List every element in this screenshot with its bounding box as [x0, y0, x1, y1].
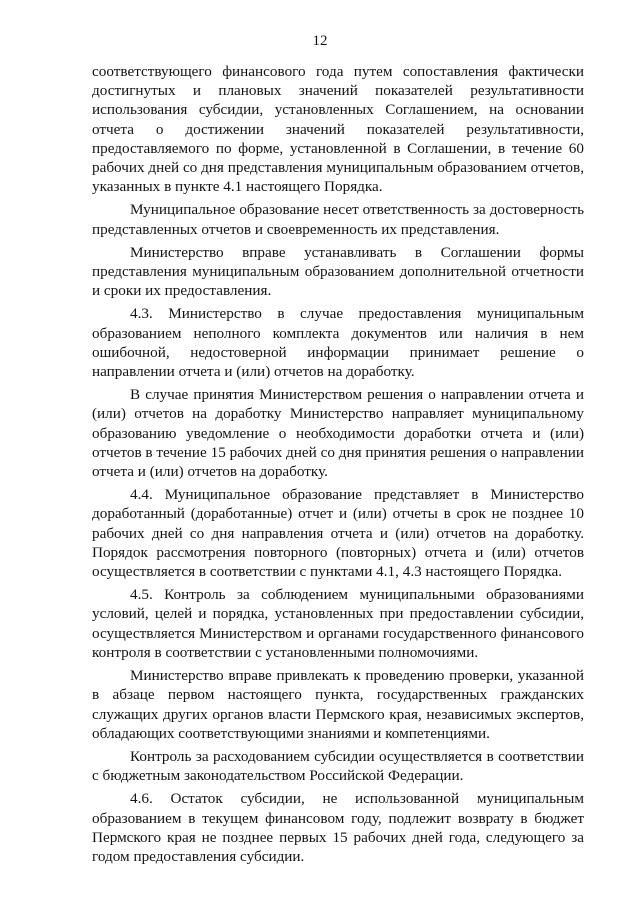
- paragraph-continuation: соответствующего финансового года путем сопоставления фактически достигнутых и плановых значений показателей результативности использования субсидии, установленных Соглашением, на основании отчета о достижении значений показателей результативности, предоставляемого по форме, установленной в Соглашении, в течение 60 рабочих дней со дня представления муниципальным образованием отчетов, указанных в пункте 4.1 настоящего Порядка.: [92, 63, 584, 196]
- document-body: [92, 62, 584, 870]
- paragraph-revision-notice: В случае принятия Министерством решения о направлении отчета и (или) отчетов на доработку Министерство направляет муниципальному образованию уведомление о необходимости доработки отчета и (или) отчетов в течение 15 рабочих дней со дня принятия решения о направлении отчета и (или) отчетов на доработку.: [92, 386, 584, 481]
- paragraph-4-6: 4.6. Остаток субсидии, не использованной муниципальным образованием в текущем финансовом году, подлежит возврату в бюджет Пермского края не позднее первых 15 рабочих дней года, следующего за годом предоставления субсидии.: [92, 790, 584, 865]
- paragraph-inspection: Министерство вправе привлекать к проведению проверки, указанной в абзаце первом настоящего пункта, государственных гражданских служащих других органов власти Пермского края, независимых экспертов, обладающих соответствующими знаниями и компетенциями.: [92, 667, 584, 742]
- page-number: 12: [312, 33, 328, 49]
- paragraph-responsibility: Муниципальное образование несет ответственность за достоверность представленных отчетов и своевременность их представления.: [92, 201, 584, 238]
- paragraph-4-3: 4.3. Министерство в случае предоставления муниципальным образованием неполного комплекта документов или наличия в нем ошибочной, недостоверной информации принимает решение о направлении отчета и (или) отчетов на доработку.: [92, 305, 584, 381]
- paragraph-budget-control: Контроль за расходованием субсидии осуществляется в соответствии с бюджетным законодательством Российской Федерации.: [92, 747, 584, 785]
- paragraph-4-5: 4.5. Контроль за соблюдением муниципальными образованиями условий, целей и порядка, установленных при предоставлении субсидии, осуществляется Министерством и органами государственного финансового контроля в соответствии с установленными полномочиями.: [92, 586, 584, 661]
- paragraph-4-4: 4.4. Муниципальное образование представляет в Министерство доработанный (доработанные) отчет и (или) отчеты в срок не позднее 10 рабочих дней со дня направления отчета и (или) отчетов на доработку. Порядок рассмотрения повторного (повторных) отчета и (или) отчетов осуществляется в соответствии с пунктами 4.1, 4.3 настоящего Порядка.: [92, 486, 584, 581]
- paragraph-additional-reporting: Министерство вправе устанавливать в Соглашении формы представления муниципальным образованием дополнительной отчетности и сроки их предоставления.: [92, 243, 584, 300]
